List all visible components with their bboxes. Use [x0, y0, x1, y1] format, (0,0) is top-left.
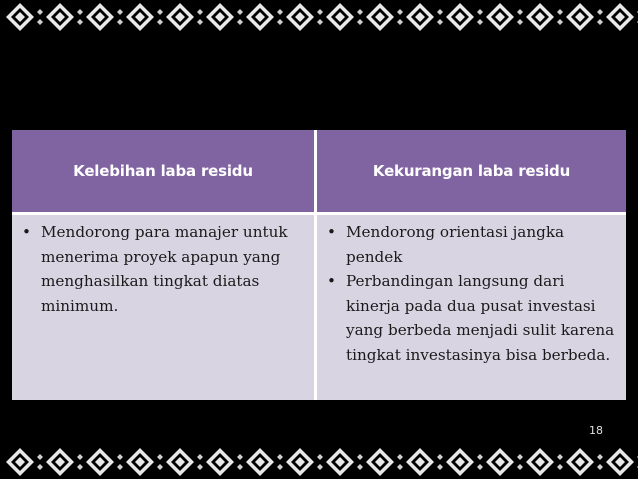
ornament-diamond: [606, 448, 634, 476]
ornament-diamond: [406, 3, 434, 31]
page-number: 18: [589, 424, 603, 437]
ornament-diamond: [446, 3, 474, 31]
decorative-pattern-top: [0, 0, 638, 34]
ornament-diamond: [126, 448, 154, 476]
ornament-diamond: [46, 3, 74, 31]
ornament-diamond: [366, 3, 394, 31]
list-item: • Mendorong orientasi jangka pendek: [325, 220, 620, 269]
ornament-diamond: [86, 448, 114, 476]
ornament-diamond: [606, 3, 634, 31]
column-divider: [314, 130, 317, 400]
ornament-diamond: [566, 3, 594, 31]
ornament-diamond: [246, 3, 274, 31]
ornament-diamond: [6, 448, 34, 476]
ornament-diamond: [326, 448, 354, 476]
list-item: • Mendorong para manajer untuk menerima proyek apapun yang menghasilkan tingkat diatas minimum.: [20, 220, 308, 318]
decorative-pattern-bottom: [0, 445, 638, 479]
ornament-diamond: [526, 448, 554, 476]
ornament-diamond: [526, 3, 554, 31]
ornament-diamond: [326, 3, 354, 31]
advantages-cell: [12, 215, 314, 400]
ornament-diamond: [406, 448, 434, 476]
list-item: • Perbandingan langsung dari kinerja pada dua pusat investasi yang berbeda menjadi sulit karena tingkat investasinya bisa berbeda.: [325, 269, 620, 367]
ornament-diamond: [486, 448, 514, 476]
ornament-diamond: [6, 3, 34, 31]
comparison-table: [12, 130, 626, 400]
ornament-diamond: [126, 3, 154, 31]
header-advantages: Kelebihan laba residu: [12, 130, 314, 212]
ornament-diamond: [206, 3, 234, 31]
ornament-diamond: [46, 448, 74, 476]
ornament-diamond: [366, 448, 394, 476]
ornament-diamond: [286, 3, 314, 31]
ornament-diamond: [86, 3, 114, 31]
ornament-diamond: [206, 448, 234, 476]
ornament-diamond: [446, 448, 474, 476]
ornament-diamond: [486, 3, 514, 31]
ornament-diamond: [286, 448, 314, 476]
ornament-diamond: [246, 448, 274, 476]
ornament-diamond: [166, 448, 194, 476]
header-disadvantages: Kekurangan laba residu: [317, 130, 626, 212]
ornament-diamond: [566, 448, 594, 476]
ornament-diamond: [166, 3, 194, 31]
disadvantages-cell: [317, 215, 626, 400]
